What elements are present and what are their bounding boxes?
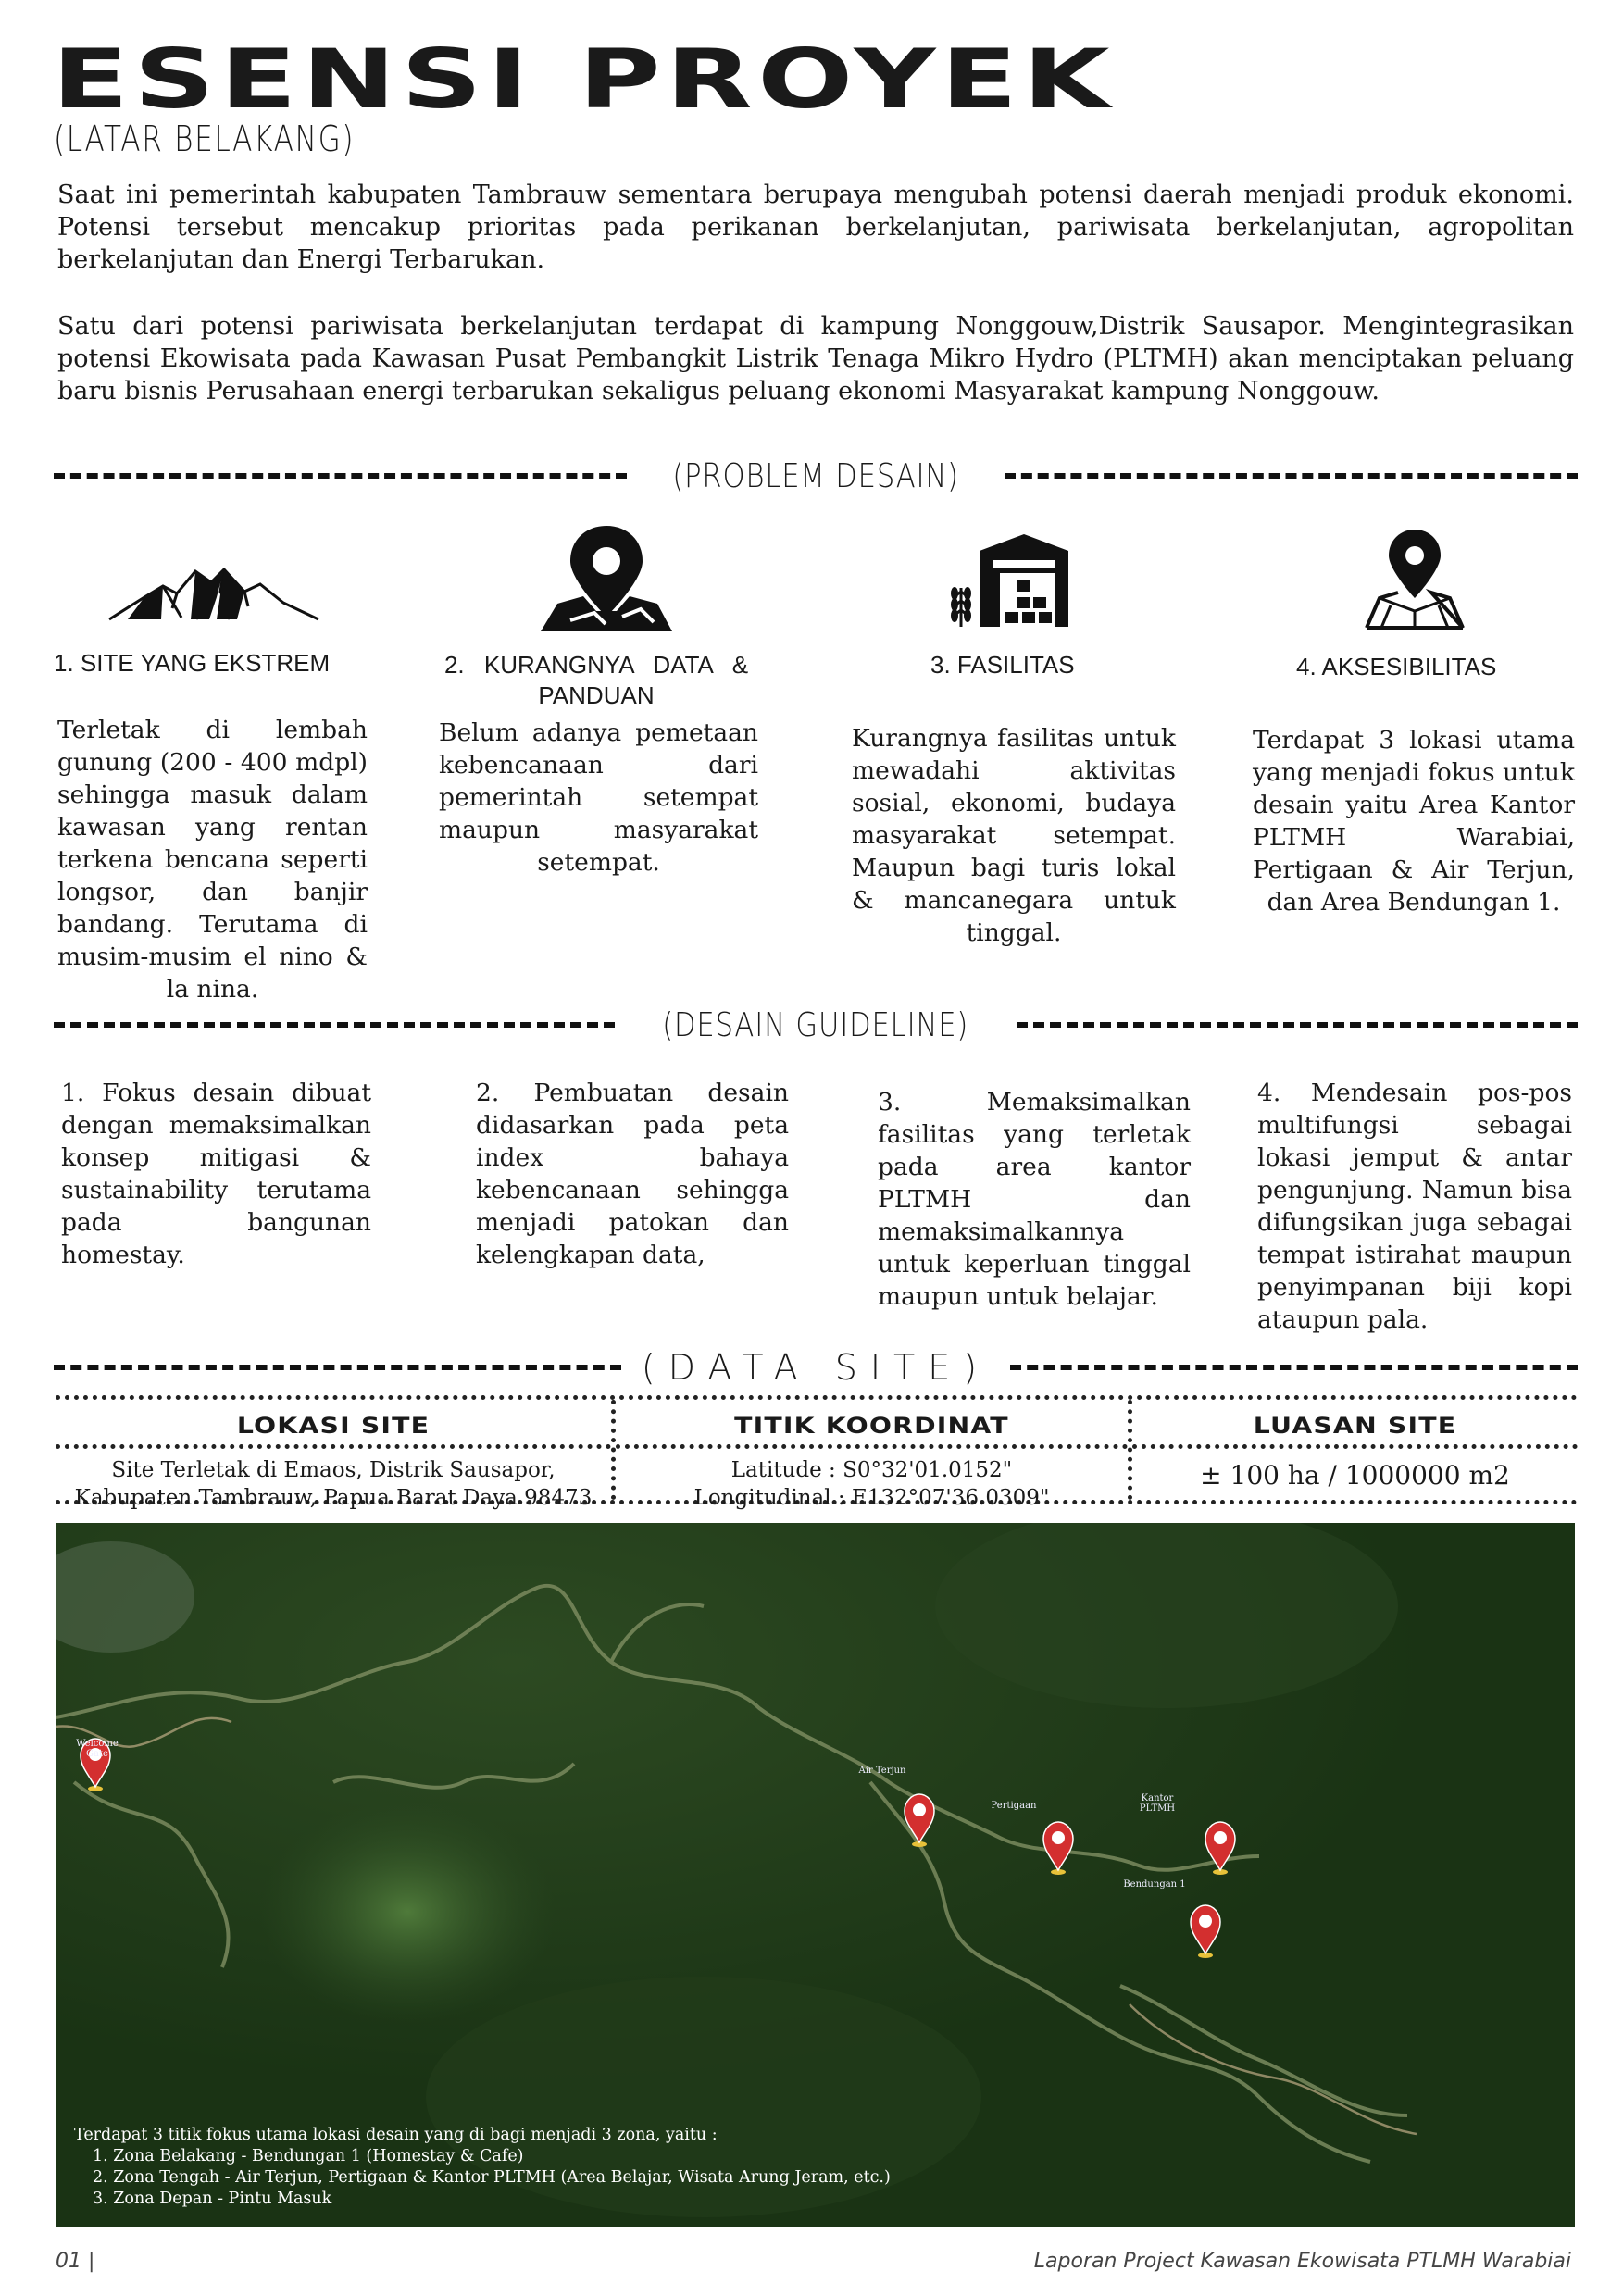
guideline-text-1: 1. Fokus desain dibuat dengan memaksimalkan konsep mitigasi & sustainability terutama pada bangunan homestay.	[61, 1079, 371, 1269]
map-pin-icon	[1363, 528, 1467, 631]
pin-label-welcome: Welcome Gate	[76, 1739, 119, 1759]
site-section-divider	[54, 1344, 1578, 1391]
area-value: ± 100 ha / 1000000 m2	[1200, 1460, 1510, 1491]
warehouse-icon	[946, 532, 1070, 629]
page-number: 01 |	[56, 2250, 95, 2273]
site-data-table	[56, 1395, 1578, 1510]
problem-section-divider	[54, 453, 1578, 499]
guideline-section-label: (DESAIN GUIDELINE)	[662, 1005, 969, 1044]
pin-label-pertigaan: Pertigaan	[991, 1801, 1037, 1811]
intro-paragraph-1: Saat ini pemerintah kabupaten Tambrauw sementara berupaya mengubah potensi daerah menjadi produk ekonomi. Potensi tersebut mencakup prioritas pada perikanan berkelanjutan, pariwisata berkelanjutan, agropolitan berkelanjutan dan Energi Terbarukan.	[57, 181, 1574, 274]
map-note	[74, 2125, 891, 2210]
map-location-icon	[539, 524, 674, 633]
zone-item-1: 1. Zona Belakang - Bendungan 1 (Homestay & Cafe)	[93, 2147, 524, 2165]
coordinate-header: TITIK KOORDINAT	[734, 1413, 1009, 1439]
latitude-value: Latitude : S0°32'01.0152"	[730, 1458, 1013, 1482]
problem-text-2: Belum adanya pemetaan kebencanaan dari pemerintah setempat maupun masyarakat setempat.	[439, 718, 758, 877]
location-value-1: Site Terletak di Emaos, Distrik Sausapor,	[111, 1458, 556, 1482]
page-title: ESENSI PROYEK	[52, 31, 1116, 127]
problem-section-label: (PROBLEM DESAIN)	[672, 456, 959, 495]
problem-heading-4: 4. AKSESIBILITAS	[1296, 653, 1497, 680]
problem-heading-3: 3. FASILITAS	[930, 651, 1075, 679]
guideline-text-2: 2. Pembuatan desain didasarkan pada peta index bahaya kebencanaan sehingga menjadi patokan dan kelengkapan data,	[476, 1079, 789, 1269]
map-note-title: Terdapat 3 titik fokus utama lokasi desain yang di bagi menjadi 3 zona, yaitu :	[74, 2126, 718, 2144]
problem-heading-1: 1. SITE YANG EKSTREM	[54, 649, 331, 677]
guideline-section-divider	[54, 1002, 1578, 1048]
problem-text-4: Terdapat 3 lokasi utama yang menjadi fokus untuk desain yaitu Area Kantor PLTMH Warabiai, Pertigaan & Air Terjun, dan Area Bendungan 1.	[1253, 726, 1575, 917]
zone-item-2: 2. Zona Tengah - Air Terjun, Pertigaan & Kantor PLTMH (Area Belajar, Wisata Arung Jeram, etc.)	[93, 2168, 891, 2187]
map-terrain	[56, 1523, 1575, 2227]
location-value-2: Kabupaten Tambrauw, Papua Barat Daya 98473	[74, 1486, 593, 1510]
guideline-text-3: 3. Memaksimalkan fasilitas yang terletak pada area kantor PLTMH dan memaksimalkannya untuk keperluan tinggal maupun untuk belajar.	[878, 1088, 1191, 1311]
pin-label-bendungan: Bendungan 1	[1123, 1879, 1186, 1890]
footer-caption: Laporan Project Kawasan Ekowisata PTLMH Warabiai	[1033, 2250, 1571, 2273]
problem-text-1: Terletak di lembah gunung (200 - 400 mdpl) sehingga masuk dalam kawasan yang rentan terkena bencana seperti longsor, dan banjir bandang. Terutama di musim-musim el nino & la nina.	[57, 716, 368, 1004]
pin-label-air-terjun: Air Terjun	[858, 1766, 906, 1776]
pin-label-kantor: Kantor PLTMH	[1139, 1793, 1176, 1814]
guideline-text-4: 4. Mendesain pos-pos multifungsi sebagai lokasi jemput & antar pengunjung. Namun bisa difungsikan juga sebagai tempat istirahat maupun penyimpanan biji kopi ataupun pala.	[1257, 1079, 1572, 1334]
area-header: LUASAN SITE	[1253, 1413, 1457, 1439]
area-cell	[1128, 1400, 1578, 1500]
zone-item-3: 3. Zona Depan - Pintu Masuk	[93, 2190, 332, 2208]
page-subtitle: (LATAR BELAKANG)	[54, 119, 356, 159]
coordinate-cell	[611, 1400, 1128, 1510]
problem-text-3: Kurangnya fasilitas untuk mewadahi aktivitas sosial, ekonomi, budaya masyarakat setempat. Maupun bagi turis lokal & mancanegara untuk tinggal.	[852, 724, 1176, 947]
intro-paragraph-2: Satu dari potensi pariwisata berkelanjutan terdapat di kampung Nonggouw,Distrik Sausapor. Mengintegrasikan potensi Ekowisata pada Kawasan Pusat Pembangkit Listrik Tenaga Mikro Hydro (PLTMH) akan menciptakan peluang baru bisnis Perusahaan energi terbarukan sekaligus peluang ekonomi Masyarakat kampung Nonggouw.	[57, 312, 1574, 406]
location-header: LOKASI SITE	[236, 1413, 431, 1439]
longitude-value: Longitudinal : E132°07'36.0309"	[693, 1486, 1050, 1510]
mountain-icon	[107, 542, 320, 625]
location-cell	[56, 1400, 611, 1510]
problem-heading-2: 2. KURANGNYA DATA & PANDUAN	[443, 651, 749, 709]
site-section-label: (DATA SITE)	[641, 1347, 991, 1388]
satellite-map[interactable]	[56, 1523, 1575, 2227]
